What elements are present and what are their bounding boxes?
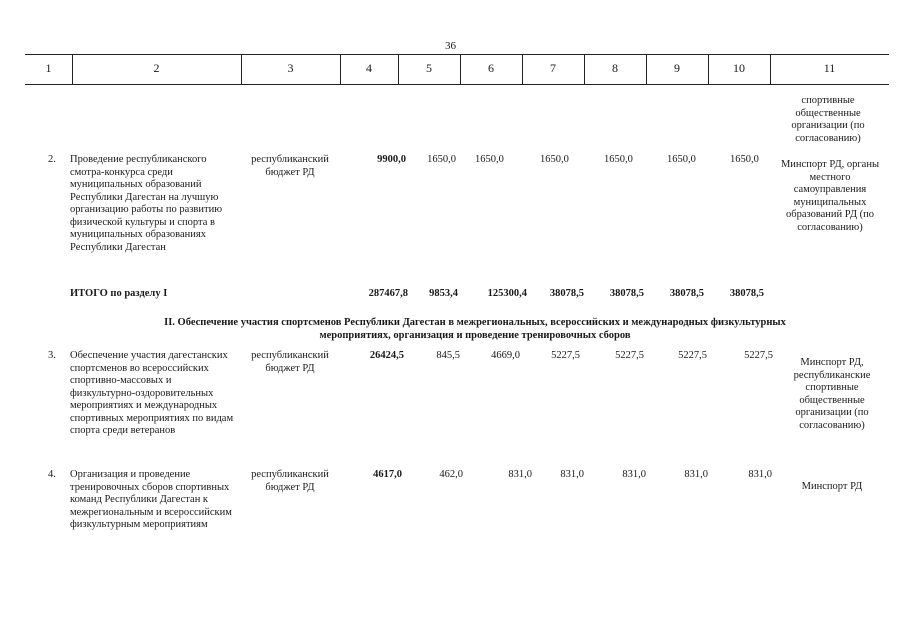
row-year-value: 5227,5	[744, 350, 773, 361]
table-header-bottom-border	[25, 84, 889, 85]
row-year-value: 1650,0	[540, 154, 569, 165]
page-number: 36	[445, 40, 456, 52]
header-cell: 1	[45, 61, 52, 75]
header-cell: 9	[674, 61, 680, 75]
row-measure-name: Проведение республиканского смотра-конкурса среди муниципальных образований Республики Дагестан на лучшую организацию работы по развитию физической культуры и спорта в муниципальных образованиях Республики Дагестан	[70, 154, 223, 253]
row-executor: Минспорт РД, республиканские спортивные общественные организации (по согласованию)	[793, 357, 871, 431]
row-year-value: 1650,0	[730, 154, 759, 165]
row-year-value: 1650,0	[604, 154, 633, 165]
header-cell: 3	[287, 61, 294, 75]
row-number: 2.	[48, 154, 56, 165]
itogo-year-value: 38078,5	[609, 288, 644, 299]
row-funding-source: республиканский бюджет РД	[251, 350, 329, 374]
header-cell: 7	[550, 61, 556, 75]
header-cell: 4	[366, 61, 372, 75]
row-year-value: 1650,0	[427, 154, 456, 165]
row-executor: Минспорт РД	[801, 481, 863, 492]
itogo-year-value: 125300,4	[487, 288, 527, 299]
row-year-value: 831,0	[508, 469, 532, 480]
itogo-year-value: 38078,5	[729, 288, 764, 299]
table-top-border	[25, 54, 889, 55]
row-total: 9900,0	[377, 154, 406, 165]
row-total: 26424,5	[369, 350, 404, 361]
section-heading: II. Обеспечение участия спортсменов Республики Дагестан в межрегиональных, всероссийских и международных физкультурных мероприятиях, организация и проведение тренировочных сборов	[164, 317, 786, 341]
header-cell: 10	[733, 61, 745, 75]
header-cell: 11	[823, 61, 836, 75]
row-year-value: 831,0	[748, 469, 772, 480]
row-year-value: 462,0	[439, 469, 463, 480]
row-funding-source: республиканский бюджет РД	[251, 154, 329, 178]
row-year-value: 831,0	[684, 469, 708, 480]
row-measure-name: Организация и проведение тренировочных сборов спортивных команд Республики Дагестан к межрегиональным и всероссийским физкультурным мероприятиям	[70, 469, 232, 530]
row-year-value: 4669,0	[491, 350, 520, 361]
row-year-value: 831,0	[622, 469, 646, 480]
continued-executor: спортивные общественные организации (по согласованию)	[791, 95, 865, 144]
header-cell: 6	[488, 61, 494, 75]
row-year-value: 5227,5	[551, 350, 580, 361]
row-total: 4617,0	[373, 469, 402, 480]
row-year-value: 5227,5	[678, 350, 707, 361]
header-cell: 2	[153, 61, 160, 75]
itogo-year-value: 38078,5	[549, 288, 584, 299]
itogo-label: ИТОГО по разделу I	[70, 288, 168, 299]
header-cell: 8	[612, 61, 618, 75]
row-year-value: 5227,5	[615, 350, 644, 361]
row-year-value: 1650,0	[475, 154, 504, 165]
row-executor: Минспорт РД, органы местного самоуправления муниципальных образований РД (по согласованию)	[780, 159, 880, 233]
row-year-value: 831,0	[560, 469, 584, 480]
itogo-year-value: 9853,4	[429, 288, 458, 299]
itogo-total: 287467,8	[368, 288, 408, 299]
row-number: 4.	[48, 469, 56, 480]
row-year-value: 845,5	[436, 350, 460, 361]
row-year-value: 1650,0	[667, 154, 696, 165]
row-funding-source: республиканский бюджет РД	[251, 469, 329, 493]
header-cell: 5	[426, 61, 432, 75]
row-number: 3.	[48, 350, 56, 361]
itogo-year-value: 38078,5	[669, 288, 704, 299]
row-measure-name: Обеспечение участия дагестанских спортсменов во всероссийских спортивно-массовых и физкультурно-оздоровительных мероприятиях и международных спортивных мероприятиях по видам спорта среди ветеранов	[70, 350, 234, 436]
